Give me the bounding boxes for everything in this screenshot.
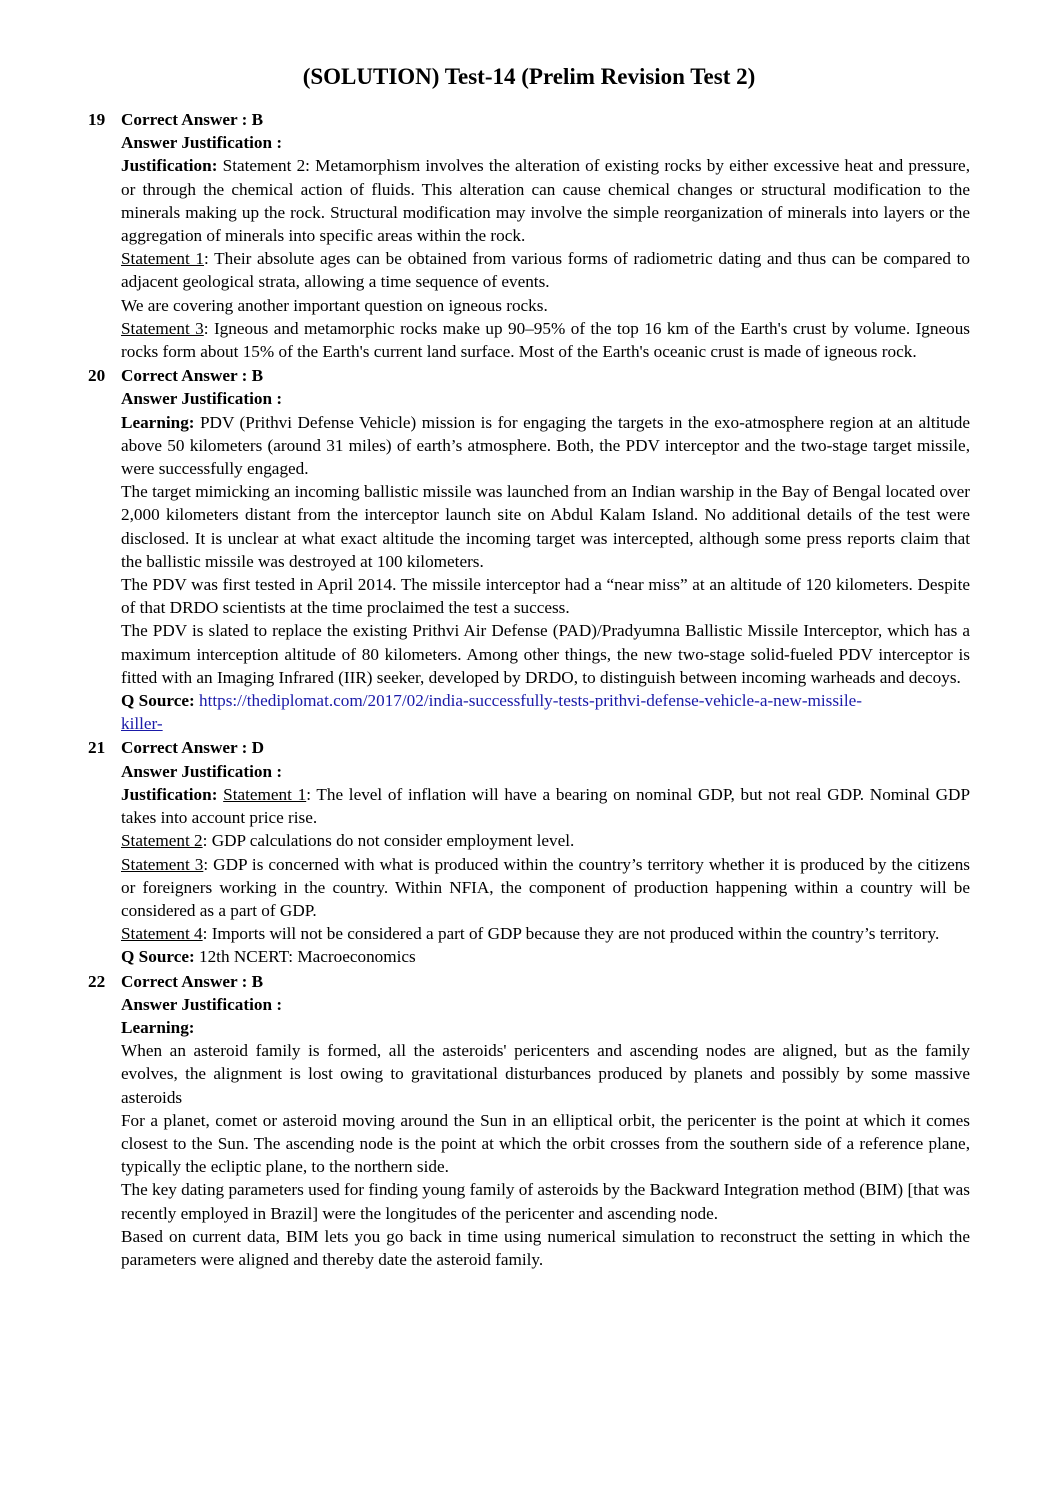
paragraph: The target mimicking an incoming ballistic missile was launched from an Indian warship in the Bay of Bengal located over 2,000 kilometers distant from the interceptor launch site on Abdul Kalam Island. No additional details of the test were disclosed. It is unclear at what exact altitude the incoming target was intercepted, although some press reports claim that the ballistic missile was destroyed at 100 kilometers. (121, 482, 970, 571)
correct-answer: Correct Answer : D (121, 738, 265, 758)
note-paragraph: We are covering another important question on igneous rocks. (121, 295, 548, 315)
statement-3-paragraph: Statement 3: GDP is concerned with what is produced within the country’s territory whether it is produced by the citizens or foreigners working in the country. Within NFIA, the component of production happening within a country will be considered as a part of GDP. (121, 854, 970, 920)
q-source: Q Source: https://thediplomat.com/2017/02/india-successfully-tests-prithvi-defense-vehicle-a-new-missile- killer- (121, 691, 862, 734)
paragraph: The PDV is slated to replace the existing Prithvi Air Defense (PAD)/Pradyumna Ballistic Missile Interceptor, which has a maximum interception altitude of 80 kilometers. Among other things, the new two-stage solid-fueled PDV interceptor is fitted with an Imaging Infrared (IIR) seeker, developed by DRDO, to distinguish between incoming warheads and decoys. (121, 621, 970, 687)
correct-answer: Correct Answer : B (121, 110, 264, 129)
correct-answer: Correct Answer : B (121, 366, 264, 386)
source-link[interactable]: https://thediplomat.com/2017/02/india-successfully-tests-prithvi-defense-vehicle-a-new-missile- killer- (121, 691, 862, 734)
paragraph: The PDV was first tested in April 2014. The missile interceptor had a “near miss” at an altitude of 120 kilometers. Despite of that DRDO scientists at the time proclaimed the test a success. (121, 575, 970, 618)
justification-paragraph: Justification: Statement 2: Metamorphism involves the alteration of existing rocks by either excessive heat and pressure, or through the chemical action of fluids. This alteration can cause chemical changes or structural modification to the minerals making up the rock. Structural modification may involve the simple reorganization of minerals into layers or the aggregation of minerals into specific areas within the rock. (121, 156, 970, 246)
question-20 (88, 364, 970, 735)
question-number: 20 (88, 366, 106, 386)
paragraph: The key dating parameters used for finding young family of asteroids by the Backward Integration method (BIM) [that was recently employed in Brazil] were the longitudes of the pericenter and ascending node. (121, 1180, 970, 1223)
answer-justification-heading: Answer Justification : (121, 761, 283, 781)
question-number: 21 (88, 738, 106, 758)
answer-justification-heading: Answer Justification : (121, 994, 283, 1014)
learning-paragraph: Learning: PDV (Prithvi Defense Vehicle) mission is for engaging the targets in the exo-atmosphere region at an altitude above 50 kilometers (around 31 miles) of earth’s atmosphere. Both, the PDV interceptor and the two-stage target missile, were successfully engaged. (121, 412, 970, 479)
question-19 (88, 108, 970, 363)
paragraph: Based on current data, BIM lets you go back in time using numerical simulation to reconstruct the setting in which the parameters were aligned and thereby date the asteroid family. (121, 1226, 970, 1269)
page-title: (SOLUTION) Test-14 (Prelim Revision Test 2) (302, 64, 756, 89)
question-21 (88, 736, 970, 968)
learning-heading: Learning: (121, 1017, 195, 1037)
answer-justification-heading: Answer Justification : (121, 133, 283, 153)
question-number: 22 (88, 971, 106, 991)
q-source: Q Source: 12th NCERT: Macroeconomics (121, 947, 416, 967)
justification-paragraph: Justification: Statement 1: The level of inflation will have a bearing on nominal GDP, but not real GDP. Nominal GDP takes into account price rise. (121, 784, 971, 828)
statement-3-paragraph: Statement 3: Igneous and metamorphic rocks make up 90–95% of the top 16 km of the Earth's crust by volume. Igneous rocks form about 15% of the Earth's current land surface. Most of the Earth's oceanic crust is made of igneous rock. (121, 318, 970, 362)
solutions-content (88, 108, 970, 1271)
paragraph: When an asteroid family is formed, all the asteroids' pericenters and ascending nodes are aligned, but as the family evolves, the alignment is lost owing to gravitational disturbances produced by planets and possibly by some massive asteroids (121, 1041, 970, 1107)
statement-2-paragraph: Statement 2: GDP calculations do not consider employment level. (121, 831, 575, 851)
question-22 (88, 970, 970, 1272)
statement-4-paragraph: Statement 4: Imports will not be considered a part of GDP because they are not produced within the country’s territory. (121, 924, 940, 944)
correct-answer: Correct Answer : B (121, 971, 264, 991)
statement-1-paragraph: Statement 1: Their absolute ages can be obtained from various forms of radiometric dating and thus can be compared to adjacent geological strata, allowing a time sequence of events. (121, 249, 971, 292)
answer-justification-heading: Answer Justification : (121, 389, 283, 409)
question-number: 19 (88, 110, 106, 129)
paragraph: For a planet, comet or asteroid moving around the Sun in an elliptical orbit, the pericenter is the point at which it comes closest to the Sun. The ascending node is the point at which the orbit crosses from the southern side of a reference plane, typically the ecliptic plane, to the northern side. (121, 1110, 970, 1177)
